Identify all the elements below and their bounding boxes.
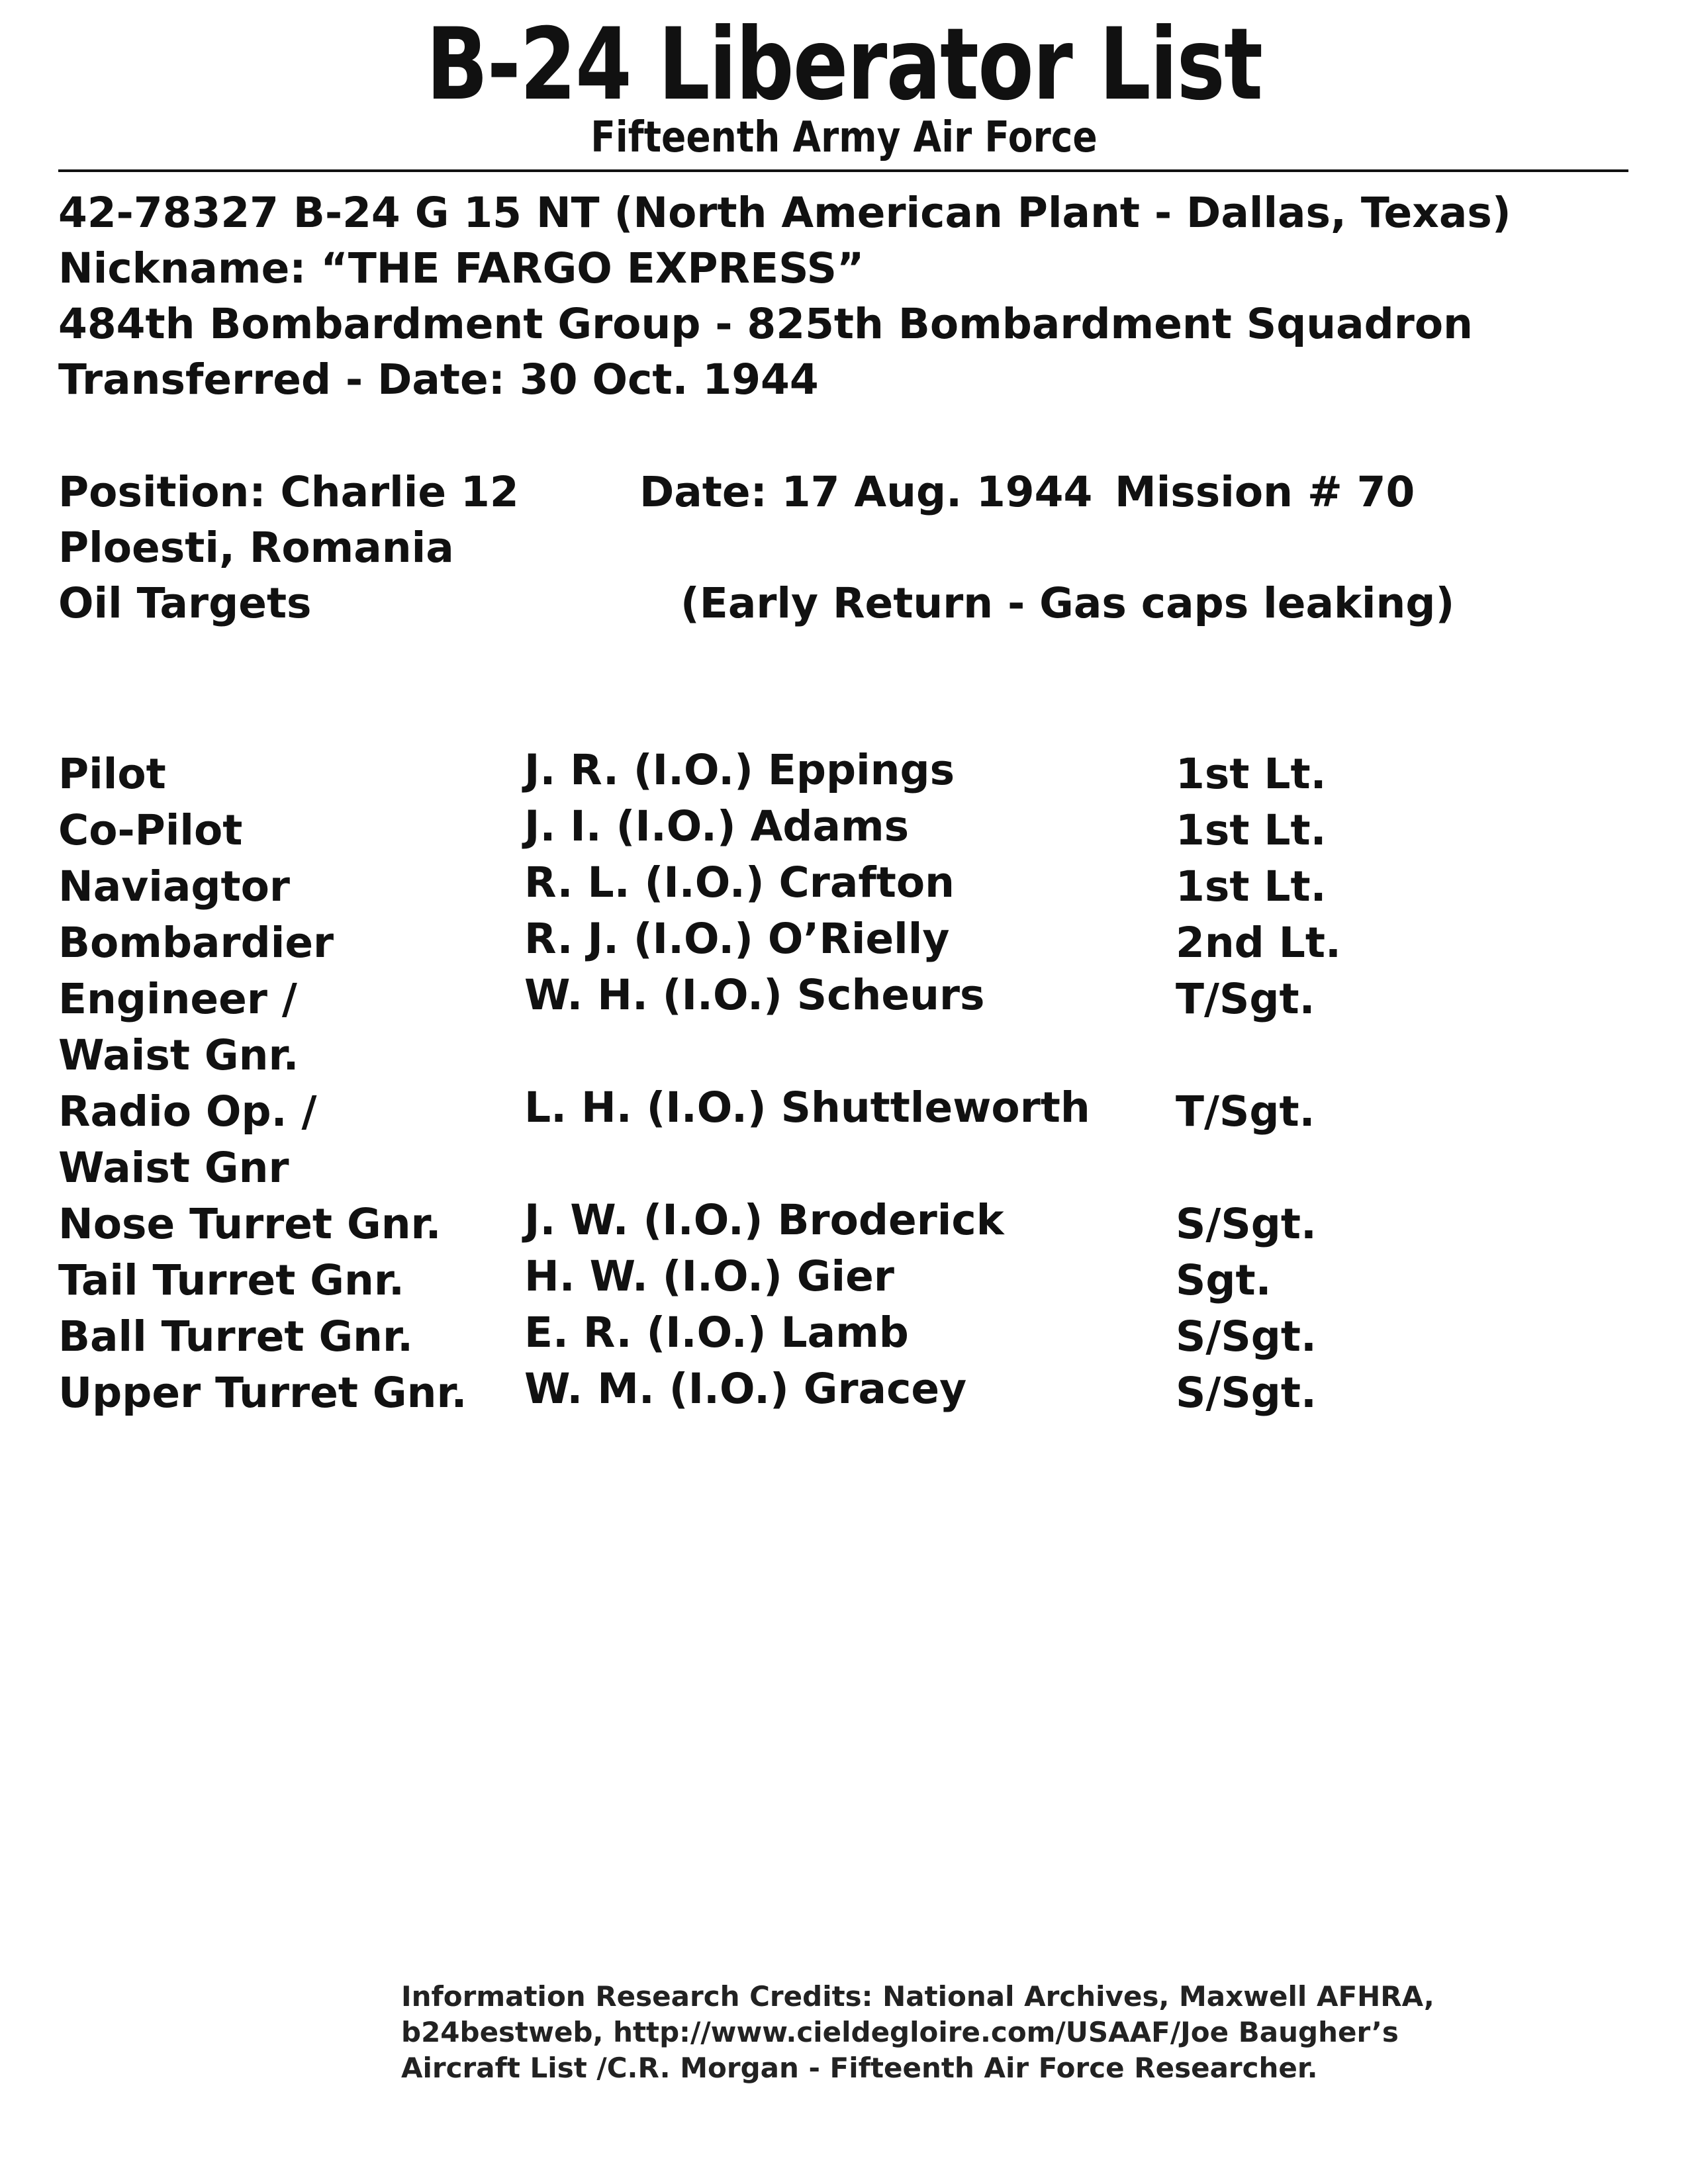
credits-line: Aircraft List /C.R. Morgan - Fifteenth Air Force Researcher. <box>401 2052 1318 2084</box>
crew-role: Engineer / <box>58 975 297 1023</box>
mission-note: (Early Return - Gas caps leaking) <box>680 579 1455 627</box>
page-title: B-24 Liberator List <box>426 7 1262 122</box>
crew-role-continued: Waist Gnr <box>58 1144 289 1192</box>
crew-role: Bombardier <box>58 919 334 967</box>
mission-number: Mission # 70 <box>1115 468 1415 516</box>
aircraft-nickname-line: Nickname: “THE FARGO EXPRESS” <box>58 244 865 293</box>
crew-role: Pilot <box>58 750 166 798</box>
header-divider <box>58 169 1628 172</box>
crew-role: Radio Op. / <box>58 1087 317 1136</box>
page-subtitle: Fifteenth Army Air Force <box>590 113 1098 162</box>
crew-rank: T/Sgt. <box>1176 1087 1315 1136</box>
aircraft-serial-line: 42-78327 B-24 G 15 NT (North American Plant - Dallas, Texas) <box>58 189 1511 237</box>
crew-rank: 2nd Lt. <box>1176 919 1341 967</box>
crew-rank: 1st Lt. <box>1176 862 1327 911</box>
crew-role-continued: Waist Gnr. <box>58 1031 299 1079</box>
crew-rank: 1st Lt. <box>1176 806 1327 854</box>
crew-role: Tail Turret Gnr. <box>58 1256 404 1304</box>
crew-name: R. L. (I.O.) Crafton <box>524 858 955 907</box>
aircraft-unit-line: 484th Bombardment Group - 825th Bombardment Squadron <box>58 300 1473 348</box>
crew-name: J. W. (I.O.) Broderick <box>524 1196 1004 1244</box>
crew-name: E. R. (I.O.) Lamb <box>524 1308 909 1357</box>
crew-name: J. I. (I.O.) Adams <box>524 802 910 850</box>
mission-position: Position: Charlie 12 <box>58 468 519 516</box>
mission-target: Oil Targets <box>58 579 312 627</box>
crew-role: Ball Turret Gnr. <box>58 1312 414 1361</box>
crew-rank: T/Sgt. <box>1176 975 1315 1023</box>
crew-name: L. H. (I.O.) Shuttleworth <box>524 1083 1090 1132</box>
crew-role: Co-Pilot <box>58 806 243 854</box>
crew-name: J. R. (I.O.) Eppings <box>524 746 955 794</box>
credits-line: Information Research Credits: National Archives, Maxwell AFHRA, <box>401 1980 1434 2013</box>
crew-name: R. J. (I.O.) O’Rielly <box>524 915 950 963</box>
crew-name: W. M. (I.O.) Gracey <box>524 1365 967 1413</box>
crew-role: Nose Turret Gnr. <box>58 1200 442 1248</box>
credits-line: b24bestweb, http://www.cieldegloire.com/USAAF/Joe Baugher’s <box>401 2016 1399 2048</box>
crew-rank: S/Sgt. <box>1176 1312 1317 1361</box>
crew-rank: S/Sgt. <box>1176 1369 1317 1417</box>
mission-location: Ploesti, Romania <box>58 523 454 572</box>
research-credits <box>401 1979 1434 2086</box>
crew-rank: Sgt. <box>1176 1256 1272 1304</box>
crew-name: H. W. (I.O.) Gier <box>524 1252 894 1300</box>
crew-role: Upper Turret Gnr. <box>58 1369 467 1417</box>
crew-rank: S/Sgt. <box>1176 1200 1317 1248</box>
aircraft-transfer-line: Transferred - Date: 30 Oct. 1944 <box>58 355 819 404</box>
crew-name: W. H. (I.O.) Scheurs <box>524 971 985 1019</box>
crew-role: Naviagtor <box>58 862 290 911</box>
mission-date: Date: 17 Aug. 1944 <box>639 468 1093 516</box>
crew-rank: 1st Lt. <box>1176 750 1327 798</box>
